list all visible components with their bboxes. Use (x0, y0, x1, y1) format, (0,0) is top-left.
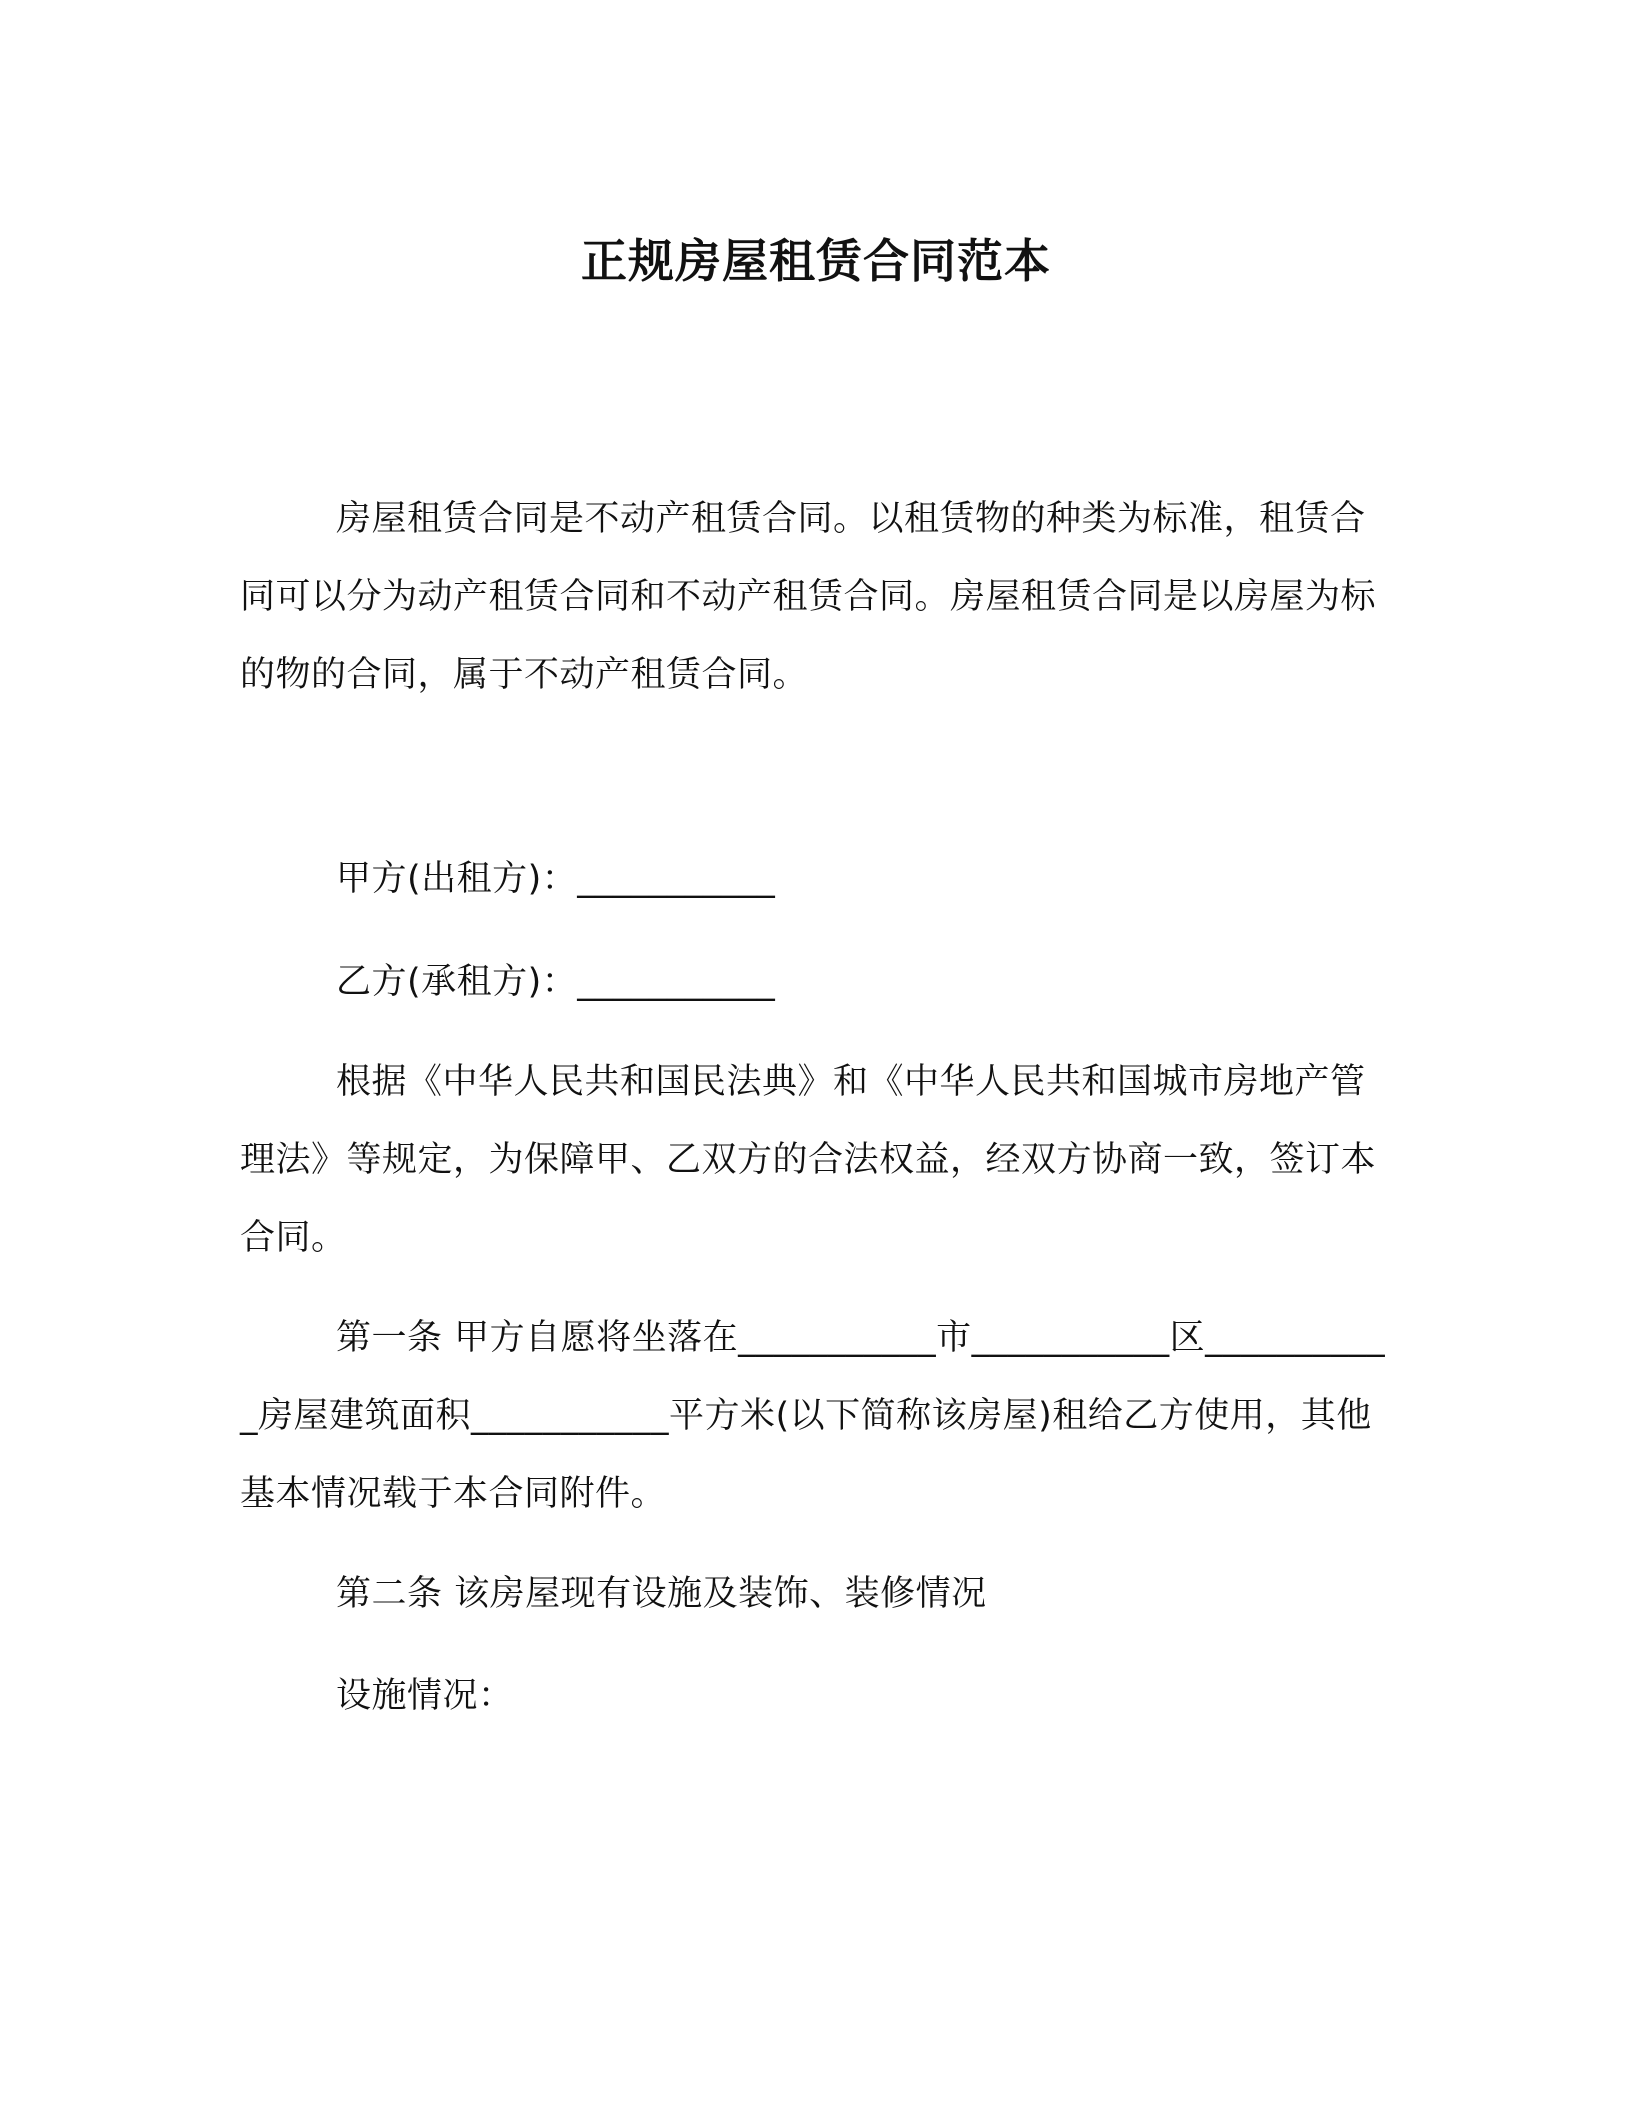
document-title: 正规房屋租赁合同范本 (581, 234, 1051, 288)
party-a-line: 甲方(出租方)：___________ (336, 859, 776, 899)
article-2-heading: 第二条 该房屋现有设施及装饰、装修情况 (336, 1574, 987, 1614)
legal-basis-paragraph: 根据《中华人民共和国民法典》和《中华人民共和国城市房地产管理法》等规定，为保障甲、乙双方的合法权益，经双方协商一致，签订本合同。 (240, 1062, 1377, 1258)
party-b-line: 乙方(承租方)：___________ (336, 962, 776, 1002)
intro-paragraph: 房屋租赁合同是不动产租赁合同。以租赁物的种类为标准，租赁合同可以分为动产租赁合同和不动产租赁合同。房屋租赁合同是以房屋为标的物的合同，属于不动产租赁合同。 (240, 499, 1377, 695)
facilities-label: 设施情况： (336, 1676, 514, 1716)
article-1-paragraph: 第一条 甲方自愿将坐落在___________市___________区___________房屋建筑面积___________平方米(以下简称该房屋)租给乙方使用，其他基本情况载于本合同附件。 (240, 1318, 1386, 1514)
